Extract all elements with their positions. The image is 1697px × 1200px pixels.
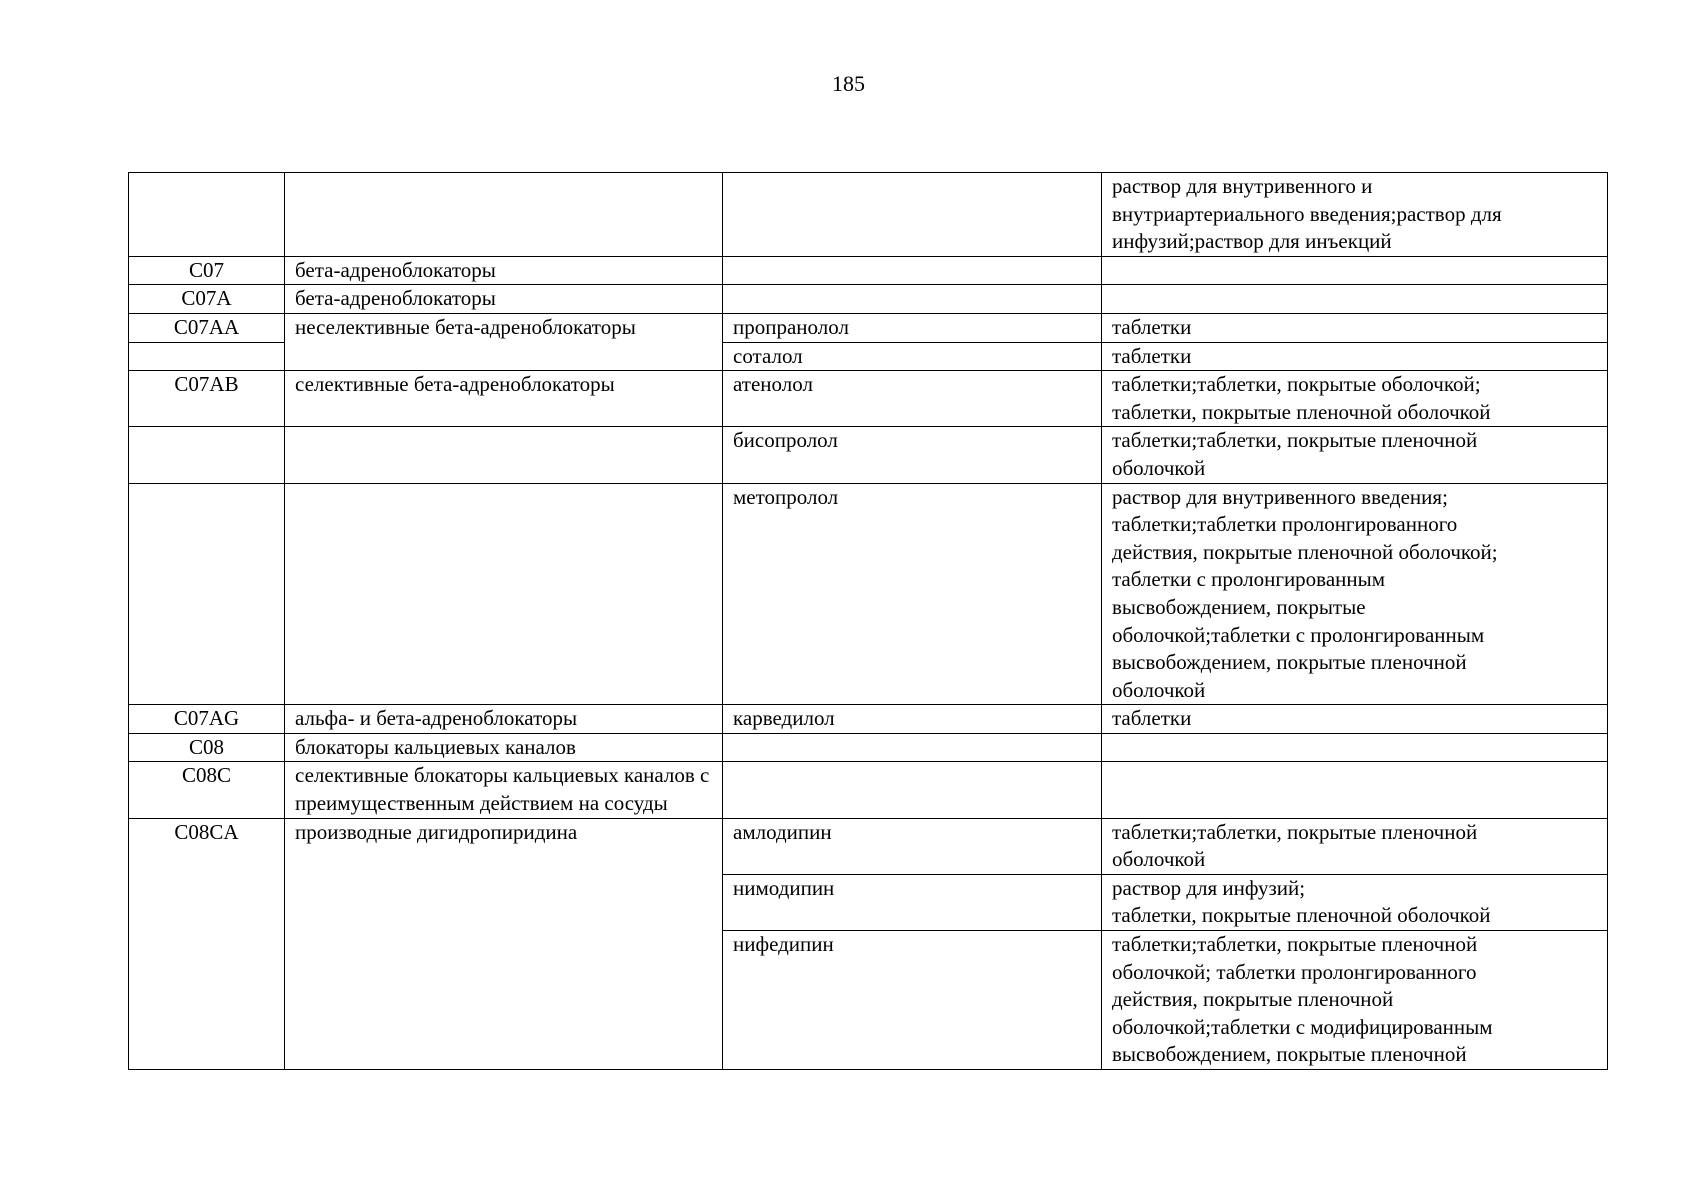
dosage-form-cell xyxy=(1102,762,1608,818)
dosage-form-line: раствор для инфузий; xyxy=(1112,875,1306,900)
dosage-form-cell xyxy=(1102,173,1608,257)
dosage-form-line: раствор для внутривенного введения; xyxy=(1112,484,1448,509)
group-name-cell xyxy=(285,173,723,257)
dosage-form-line: оболочкой;таблетки с модифицированным xyxy=(1112,1014,1493,1039)
drug-name-cell: пропранолол xyxy=(723,313,1102,342)
dosage-form-cell xyxy=(1102,313,1608,342)
dosage-form-line: раствор для внутривенного и xyxy=(1112,174,1373,198)
dosage-form-line: таблетки, покрытые пленочной оболочкой xyxy=(1112,399,1491,424)
drug-name-cell: нифедипин xyxy=(723,931,1102,1070)
atc-code-cell: C07AB xyxy=(129,371,285,427)
group-name-cell: блокаторы кальциевых каналов xyxy=(285,733,723,762)
table-row xyxy=(129,733,1608,762)
dosage-form-cell xyxy=(1102,256,1608,285)
page-number: 185 xyxy=(832,71,865,96)
drug-table-body xyxy=(129,173,1608,1070)
table-row xyxy=(129,173,1608,257)
drug-name-cell xyxy=(723,173,1102,257)
group-name-cell: селективные бета-адреноблокаторы xyxy=(285,371,723,427)
group-name-cell: бета-адреноблокаторы xyxy=(285,285,723,314)
dosage-form-line: оболочкой xyxy=(1112,455,1206,480)
drug-name-cell: соталол xyxy=(723,342,1102,371)
atc-code-cell: C07 xyxy=(129,256,285,285)
atc-code-cell xyxy=(129,342,285,371)
dosage-form-line: таблетки xyxy=(1112,314,1192,339)
dosage-form-line: оболочкой;таблетки с пролонгированным xyxy=(1112,622,1485,647)
table-row xyxy=(129,705,1608,734)
dosage-form-cell xyxy=(1102,483,1608,705)
dosage-form-cell xyxy=(1102,427,1608,483)
drug-name-cell xyxy=(723,256,1102,285)
table-row xyxy=(129,483,1608,705)
dosage-form-cell xyxy=(1102,285,1608,314)
dosage-form-line: инфузий;раствор для инъекций xyxy=(1112,229,1392,254)
dosage-form-line: высвобождением, покрытые пленочной xyxy=(1112,1042,1467,1067)
atc-code-cell: C07AA xyxy=(129,313,285,342)
atc-code-cell: C08C xyxy=(129,762,285,818)
dosage-form-line: таблетки;таблетки, покрытые пленочной xyxy=(1112,932,1478,957)
dosage-form-line: оболочкой; таблетки пролонгированного xyxy=(1112,959,1477,984)
dosage-form-line: таблетки с пролонгированным xyxy=(1112,567,1386,592)
group-name-cell xyxy=(285,483,723,705)
atc-code-cell: C07A xyxy=(129,285,285,314)
dosage-form-line: таблетки;таблетки, покрытые пленочной xyxy=(1112,428,1478,453)
drug-name-cell: карведилол xyxy=(723,705,1102,734)
atc-code-cell: C08 xyxy=(129,733,285,762)
group-name-cell: бета-адреноблокаторы xyxy=(285,256,723,285)
table-row xyxy=(129,371,1608,427)
table-row xyxy=(129,256,1608,285)
dosage-form-line: таблетки, покрытые пленочной оболочкой xyxy=(1112,903,1491,928)
dosage-form-line: таблетки xyxy=(1112,706,1192,731)
table-row xyxy=(129,427,1608,483)
dosage-form-cell xyxy=(1102,818,1608,874)
dosage-form-line: внутриартериального введения;раствор для xyxy=(1112,201,1502,226)
dosage-form-line: таблетки;таблетки пролонгированного xyxy=(1112,512,1458,537)
group-name-cell: неселективные бета-адреноблокаторы xyxy=(285,313,723,370)
atc-code-cell: C07AG xyxy=(129,705,285,734)
atc-code-cell xyxy=(129,427,285,483)
dosage-form-line: оболочкой xyxy=(1112,847,1206,872)
table-row xyxy=(129,818,1608,874)
dosage-form-cell xyxy=(1102,342,1608,371)
dosage-form-line: действия, покрытые пленочной xyxy=(1112,987,1394,1012)
atc-code-cell xyxy=(129,483,285,705)
drug-table xyxy=(128,172,1608,1070)
drug-name-cell: атенолол xyxy=(723,371,1102,427)
drug-name-cell: бисопролол xyxy=(723,427,1102,483)
group-name-cell xyxy=(285,427,723,483)
dosage-form-line: высвобождением, покрытые пленочной xyxy=(1112,650,1467,675)
drug-name-cell xyxy=(723,733,1102,762)
dosage-form-cell xyxy=(1102,931,1608,1070)
drug-name-cell xyxy=(723,285,1102,314)
dosage-form-line: таблетки;таблетки, покрытые пленочной xyxy=(1112,819,1478,844)
dosage-form-line: таблетки;таблетки, покрытые оболочкой; xyxy=(1112,372,1481,397)
table-row xyxy=(129,313,1608,342)
atc-code-cell xyxy=(129,173,285,257)
drug-name-cell: амлодипин xyxy=(723,818,1102,874)
drug-name-cell xyxy=(723,762,1102,818)
dosage-form-line: таблетки xyxy=(1112,343,1192,368)
dosage-form-cell xyxy=(1102,874,1608,930)
table-row xyxy=(129,762,1608,818)
dosage-form-line: высвобождением, покрытые xyxy=(1112,594,1366,619)
table-row xyxy=(129,285,1608,314)
group-name-cell: селективные блокаторы кальциевых каналов с преимущественным действием на сосуды xyxy=(285,762,723,818)
dosage-form-cell xyxy=(1102,733,1608,762)
dosage-form-cell xyxy=(1102,371,1608,427)
atc-code-cell: C08CA xyxy=(129,818,285,1069)
drug-name-cell: метопролол xyxy=(723,483,1102,705)
drug-name-cell: нимодипин xyxy=(723,874,1102,930)
dosage-form-cell xyxy=(1102,705,1608,734)
group-name-cell: альфа- и бета-адреноблокаторы xyxy=(285,705,723,734)
group-name-cell: производные дигидропиридина xyxy=(285,818,723,1069)
dosage-form-line: действия, покрытые пленочной оболочкой; xyxy=(1112,539,1498,564)
dosage-form-line: оболочкой xyxy=(1112,677,1206,702)
